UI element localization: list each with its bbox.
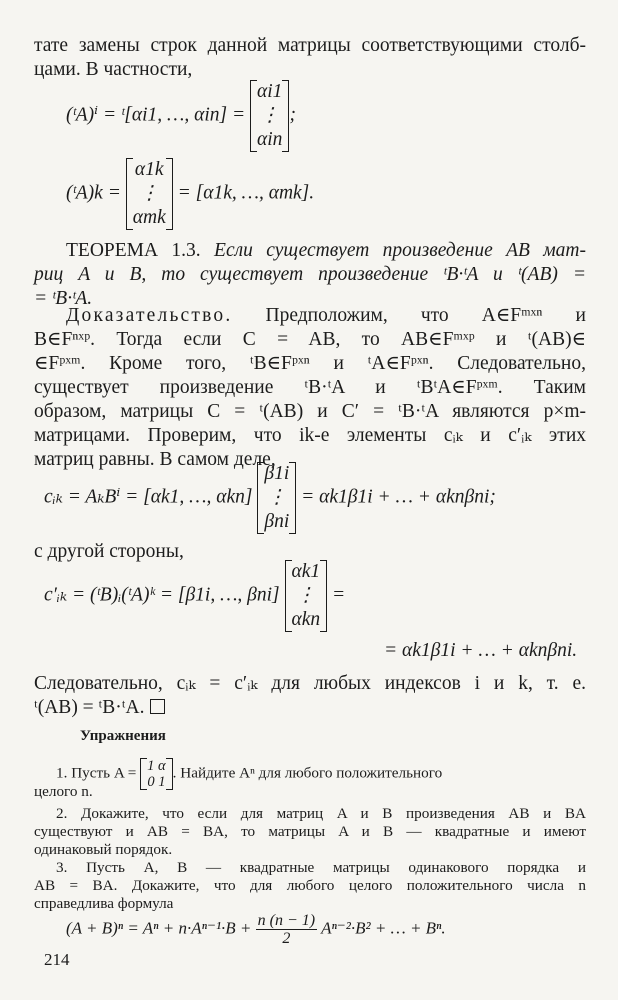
formula1-column-matrix <box>250 80 289 152</box>
theorem-line-3: = ᵗB·ᵗA. <box>34 288 93 309</box>
binomial-formula-start: (A + B)ⁿ = Aⁿ + n·Aⁿ⁻¹·B + <box>66 918 252 938</box>
proof-text-1: Предположим, что A∈Fᵐˣⁿ и <box>265 305 586 326</box>
theorem-line-1 <box>66 239 586 263</box>
formula-transpose-column <box>66 158 314 230</box>
matrix-entry: β1i <box>264 463 290 484</box>
proof-label: Доказательство. <box>66 305 233 326</box>
formula3-rhs: = αk1β1i + … + αknβni; <box>301 486 496 508</box>
exercise-3-line-3: справедлива формула <box>34 895 174 912</box>
exercise-1-start: 1. Пусть A = <box>56 764 137 782</box>
matrix-entry: αkn <box>291 609 321 630</box>
matrix-entry: ⋮ <box>259 105 280 126</box>
page-number: 214 <box>44 950 70 969</box>
qed-square-icon <box>150 699 165 714</box>
exercise-2-line-1: 2. Докажите, что если для матриц A и B произведения AB и BA <box>56 805 586 822</box>
matrix-entry: ⋮ <box>296 585 316 606</box>
proof-line-3: ∈Fᵖˣᵐ. Кроме того, ᵗB∈Fᵖˣⁿ и ᵗA∈Fᵖˣⁿ. Следовательно, <box>34 353 586 374</box>
other-side-text: с другой стороны, <box>34 541 184 562</box>
matrix-row: 0 1 <box>147 774 166 790</box>
formula4-result: = αk1β1i + … + αknβni. <box>384 640 578 661</box>
formula1-lhs: (ᵗA)ⁱ = <box>66 104 122 126</box>
exercise-3-line-2: AB = BA. Докажите, что для любого целого положительного числа n <box>34 877 586 894</box>
theorem-text-1: Если существует произведение AB мат- <box>214 240 587 261</box>
formula3-lhs: cᵢₖ = AₖBⁱ = [αk1, …, αkn] <box>44 486 253 508</box>
fraction-denominator: 2 <box>282 930 291 947</box>
proof-line-6: матрицами. Проверим, что ik-е элементы cᵢₖ и c′ᵢₖ этих <box>34 425 586 446</box>
exercise-1-rest: . Найдите Aⁿ для любого положительного <box>172 764 443 782</box>
proof-line-7: матриц равны. В самом деле, <box>34 449 276 470</box>
matrix-entry: αmk <box>132 207 166 228</box>
exercise-2-line-2: существуют и AB = BA, то матрицы A и B — квадратные и имеют <box>34 823 586 840</box>
intro-line-1: тате замены строк данной матрицы соответствующими столб- <box>34 35 586 56</box>
formula4-lhs: c′ᵢₖ = (ᵗB)ᵢ(ᵗA)ᵏ = [β1i, …, βni] <box>44 584 280 606</box>
matrix-entry: αi1 <box>257 81 283 102</box>
formula2-column-matrix <box>126 158 173 230</box>
fraction-numerator: n (n − 1) <box>257 912 316 929</box>
exercise-3-line-1: 3. Пусть A, B — квадратные матрицы одинакового порядка и <box>56 859 586 876</box>
binomial-formula-end: Aⁿ⁻²·B² + … + Bⁿ. <box>321 918 446 938</box>
matrix-entry: αk1 <box>291 561 321 582</box>
exercises-heading: Упражнения <box>80 728 166 744</box>
exercise-2-line-3: одинаковый порядок. <box>34 841 173 858</box>
exercise-1-line-2: целого n. <box>34 783 93 800</box>
matrix-entry: α1k <box>134 159 164 180</box>
conclusion-formula: ᵗ(AB) = ᵗB·ᵗA. <box>34 697 145 718</box>
matrix-entry: αin <box>257 129 283 150</box>
formula-element-c-prime <box>44 560 345 632</box>
binomial-fraction <box>256 912 317 947</box>
formula1-row: ᵗ[αi1, …, αin] = <box>121 104 246 126</box>
matrix-entry: ⋮ <box>267 487 287 508</box>
proof-line-5: образом, матрицы C = ᵗ(AB) и C′ = ᵗB·ᵗA являются p×m- <box>34 401 586 422</box>
formula2-lhs: (ᵗA)k = <box>66 182 121 204</box>
proof-line-1 <box>66 304 586 328</box>
matrix-row: 1 α <box>147 758 166 774</box>
formula4-column-matrix <box>285 560 328 632</box>
formula4-rhs: = <box>332 584 346 606</box>
theorem-line-2: риц A и B, то существует произведение ᵗB·ᵗA и ᵗ(AB) = <box>34 264 586 285</box>
theorem-label: ТЕОРЕМА 1.3. <box>66 240 201 261</box>
proof-line-2: B∈Fⁿˣᵖ. Тогда если C = AB, то AB∈Fᵐˣᵖ и ᵗ(AB)∈ <box>34 329 586 350</box>
conclusion-line-1: Следовательно, cᵢₖ = c′ᵢₖ для любых индексов i и k, т. е. <box>34 673 586 694</box>
intro-line-2: цами. В частности, <box>34 59 193 80</box>
binomial-formula <box>66 912 446 947</box>
formula-transpose-row <box>66 80 296 152</box>
formula1-tail: ; <box>289 104 296 126</box>
formula2-rhs: = [α1k, …, αmk]. <box>177 182 315 204</box>
formula3-column-matrix <box>257 462 296 534</box>
matrix-entry: ⋮ <box>139 183 159 204</box>
proof-line-4: существует произведение ᵗB·ᵗA и ᵗBᵗA∈Fᵖˣᵐ. Таким <box>34 377 586 398</box>
formula-element-c <box>44 462 496 534</box>
conclusion-line-2 <box>34 696 586 720</box>
matrix-entry: βni <box>264 511 290 532</box>
